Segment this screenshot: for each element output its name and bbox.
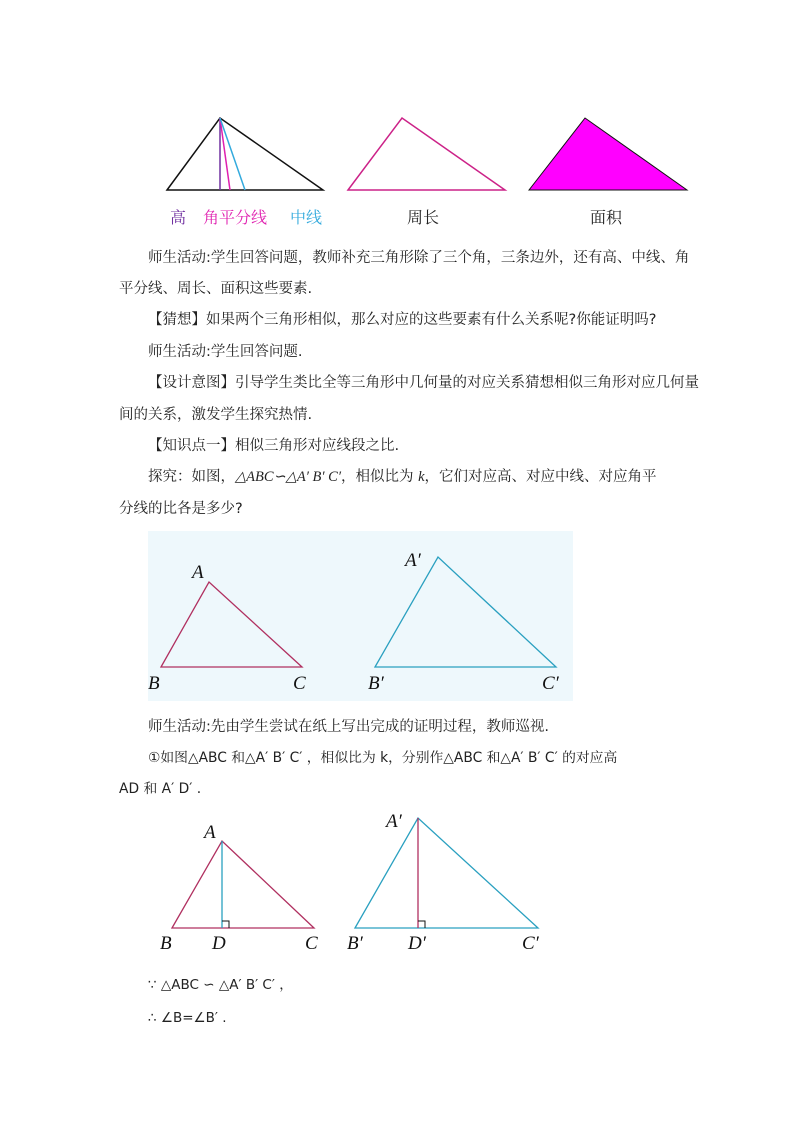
label-C-prime-3: C′ (522, 933, 539, 954)
label-C: C (293, 673, 306, 694)
paragraph-activity-3: 师生活动:先由学生尝试在纸上写出完成的证明过程，教师巡视. (148, 719, 549, 735)
triangle-area (529, 118, 687, 190)
right-angle-D-prime (418, 921, 425, 928)
explore-suffix: ，它们对应高、对应中线、对应角平 (424, 469, 657, 485)
triangle-a2b2c2-heights (355, 818, 538, 928)
right-angle-D (222, 921, 229, 928)
label-D-3: D (212, 933, 226, 954)
paragraph-explore-b: 分线的比各是多少? (119, 501, 243, 517)
label-B-prime: B′ (368, 673, 384, 694)
figure-triangle-elements (160, 110, 700, 240)
paragraph-design-intent-a: 【设计意图】引导学生类比全等三角形中几何量的对应关系猜想相似三角形对应几何量 (148, 375, 699, 391)
label-A-prime-3: A′ (386, 811, 402, 832)
caption-perimeter: 周长 (407, 208, 440, 227)
label-D-prime-3: D′ (408, 933, 426, 954)
paragraph-proof-a: ①如图△ABC 和△A′ B′ C′ ，相似比为 k，分别作△ABC 和△A′ B′ C′ 的对应高 (148, 750, 618, 766)
paragraph-proof-b: AD 和 A′ D′ . (119, 781, 202, 797)
paragraph-knowledge-point: 【知识点一】相似三角形对应线段之比. (148, 438, 400, 454)
triangle-abc-heights (172, 841, 314, 928)
paragraph-because: ∵ △ABC ∽ △A′ B′ C′ ， (148, 977, 293, 993)
label-A-3: A (204, 822, 216, 843)
paragraph-design-intent-b: 间的关系，激发学生探究热情. (119, 407, 313, 423)
triangle-outline-1 (167, 118, 323, 190)
paragraph-conjecture: 【猜想】如果两个三角形相似，那么对应的这些要素有什么关系呢?你能证明吗? (148, 312, 657, 328)
label-B-prime-3: B′ (347, 933, 363, 954)
median-line (220, 118, 245, 190)
caption-height: 高 (170, 208, 187, 227)
label-A: A (192, 562, 204, 583)
explore-math: △ABC∽△A′ B′ C′ (235, 469, 341, 485)
figure-heights (150, 808, 550, 958)
caption-bisector: 角平分线 (203, 208, 268, 227)
explore-k: k (418, 469, 425, 485)
paragraph-activity-1b: 平分线、周长、面积这些要素. (119, 281, 313, 297)
label-C-prime: C′ (542, 673, 559, 694)
caption-area: 面积 (590, 208, 623, 227)
label-B-3: B (160, 933, 172, 954)
figure-similar-triangles (148, 531, 573, 701)
caption-median: 中线 (290, 208, 323, 227)
bisector-line (220, 118, 230, 190)
label-C-3: C (305, 933, 318, 954)
label-B: B (148, 673, 160, 694)
triangle-perimeter (348, 118, 505, 190)
paragraph-activity-2: 师生活动:学生回答问题. (148, 344, 303, 360)
explore-prefix: 探究：如图， (148, 469, 235, 485)
paragraph-activity-1a: 师生活动:学生回答问题，教师补充三角形除了三个角，三条边外，还有高、中线、角 (148, 250, 690, 266)
paragraph-therefore: ∴ ∠B=∠B′ . (148, 1010, 227, 1026)
paragraph-explore-a (148, 465, 657, 489)
figure-background (148, 531, 573, 701)
label-A-prime: A′ (405, 550, 421, 571)
explore-mid: ，相似比为 (341, 469, 419, 485)
